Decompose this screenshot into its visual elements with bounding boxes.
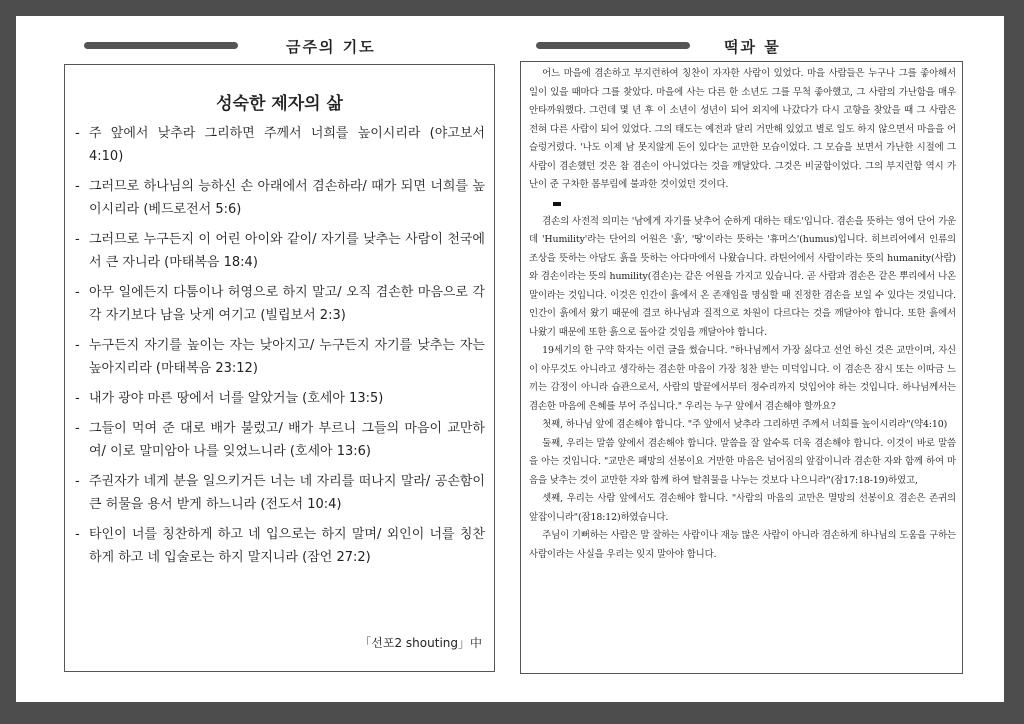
verse-list [75, 122, 485, 576]
essay-paragraph: 19세기의 한 구약 학자는 이런 글을 썼습니다. "하나님께서 가장 싫다고 선언 하신 것은 교만이며, 자신이 아무것도 아니라고 생각하는 겸손한 마음이 가장 칭찬 받는 미덕입니다. 이 겸손은 잠시 또는 이따금 느끼는 감정이 아니라 습관으로서, 사람의 발끝에서부터 정수리까지 덧입어야 하는 것입니다. 하나님께서는 겸손한 마음에 은혜를 부어 주십니다." 우리는 누구 앞에서 겸손해야 할까요? [529, 345, 956, 412]
verse-item: - 그러므로 하나님의 능하신 손 아래에서 겸손하라/ 때가 되면 너희를 높이시리라 (베드로전서 5:6) [75, 175, 485, 221]
verse-item: - 아무 일에든지 다툼이나 허영으로 하지 말고/ 오직 겸손한 마음으로 각각 자기보다 남을 낫게 여기고 (빌립보서 2:3) [75, 281, 485, 327]
left-header [84, 36, 496, 60]
verse-item: - 누구든지 자기를 높이는 자는 낮아지고/ 누구든지 자기를 낮추는 자는 높아지리라 (마태복음 23:12) [75, 334, 485, 380]
left-header-title: 금주의 기도 [286, 38, 376, 56]
verse-panel-title: 성숙한 제자의 삶 [216, 94, 343, 114]
verse-item: - 그러므로 누구든지 이 어린 아이와 같이/ 자기를 낮추는 사람이 천국에서 큰 자니라 (마태복음 18:4) [75, 228, 485, 274]
essay-paragraph: 첫째, 하나님 앞에 겸손해야 합니다. "주 앞에서 낮추라 그리하면 주께서 너희를 높이시리라"(약4:10) [542, 419, 948, 430]
essay-panel [520, 61, 963, 674]
right-header [536, 36, 956, 60]
verse-panel [64, 64, 495, 672]
verse-item: - 주 앞에서 낮추라 그리하면 주께서 너희를 높이시리라 (야고보서 4:10) [75, 122, 485, 168]
essay-paragraph: 겸손의 사전적 의미는 '남에게 자기를 낮추어 순하게 대하는 태도'입니다. 겸손을 뜻하는 영어 단어 가운데 'Humility'라는 단어의 어원은 '흙', '땅'이라는 뜻하는 '휴머스'(humus)입니다. 히브리어에서 인류의 조상을 뜻하는 아담도 흙을 뜻하는 아다마에서 나왔습니다. 라틴어에서 사람이라는 뜻의 humanity(사람)와 겸손이라는 뜻의 humility(겸손)는 같은 어원을 가지고 있습니다. 곧 사람과 겸손은 같은 뿌리에서 나온 말이라는 것입니다. 이것은 인간이 흙에서 온 존재임을 명심할 때 진정한 겸손을 보일 수 있다는 것입니다. 인간이 흙에서 왔기 때문에 결코 하나님과 질적으로 차원이 다르다는 것을 깨달아야 합니다. 또한 흙에서 나왔기 때문에 또한 흙으로 돌아갈 것임을 깨달아야 합니다. [529, 215, 956, 338]
square-bullet-icon [553, 202, 561, 206]
verse-item: - 내가 광야 마른 땅에서 너를 알았거늘 (호세아 13:5) [75, 387, 485, 410]
essay-paragraph: 주님이 기뻐하는 사람은 말 잘하는 사람이나 재능 많은 사람이 아니라 겸손하게 하나님의 도움을 구하는 사람이라는 사실을 우리는 잊지 말아야 합니다. [529, 530, 956, 560]
essay-paragraph: 둘째, 우리는 말씀 앞에서 겸손해야 합니다. 말씀을 잘 알수록 더욱 겸손해야 합니다. 이것이 바로 말씀을 아는 것입니다. "교만은 패망의 선봉이요 거만한 마음은 넘어짐의 앞잡이니라 겸손한 자와 함께 하여 마음을 낮추는 것이 교만한 자와 함께 하여 탈취물을 나누는 것보다 나으니라"(잠17:18-19)하였고, [529, 437, 956, 486]
verse-item: - 주권자가 네게 분을 일으키거든 너는 네 자리를 떠나지 말라/ 공손함이 큰 허물을 용서 받게 하느니라 (전도서 10:4) [75, 470, 485, 516]
header-bar-decoration [536, 42, 690, 49]
essay-paragraph: 어느 마을에 겸손하고 부지런하여 칭찬이 자자한 사람이 있었다. 마을 사람들은 누구나 그를 좋아해서 일이 있을 때마다 그를 찾았다. 마을에 사는 다른 한 소년도 그를 무척 좋아했고, 그 사람의 가난함을 매우 안타까워했다. 그런데 몇 년 후 이 소년이 성년이 되어 외지에 나갔다가 다시 고향을 찾았을 때 그 사람은 전혀 다른 사람이 되어 있었다. 그의 태도는 예전과 달리 거만해 있었고 별로 일도 하지 않으면서 마을을 어슬렁거렸다. '나도 이제 남 못지않게 돈이 있다'는 교만한 모습이었다. 그 모습을 보면서 가난한 시절에 그 사람이 겸손했던 것은 참 겸손이 아니었다는 것을 깨달았다. 그것은 비굴함이었다. 그의 부지런함 역시 가난이 준 구차한 몸부림에 불과한 것이었던 것이다. [529, 68, 956, 190]
verse-item: - 타인이 너를 칭찬하게 하고 네 입으로는 하지 말며/ 외인이 너를 칭찬하게 하고 네 입술로는 하지 말지니라 (잠언 27:2) [75, 523, 485, 569]
right-header-title: 떡과 물 [724, 38, 781, 56]
verse-item: - 그들이 먹여 준 대로 배가 불렀고/ 배가 부르니 그들의 마음이 교만하여/ 이로 말미암아 나를 잊었느니라 (호세아 13:6) [75, 417, 485, 463]
section-divider [529, 195, 956, 213]
header-bar-decoration [84, 42, 238, 49]
essay-paragraph: 셋째, 우리는 사람 앞에서도 겸손해야 합니다. "사람의 마음의 교만은 멸망의 선봉이요 겸손은 존귀의 앞잡이니라"(잠18:12)하였습니다. [529, 493, 956, 523]
verse-source: 「선포2 shouting」中 [359, 636, 482, 650]
